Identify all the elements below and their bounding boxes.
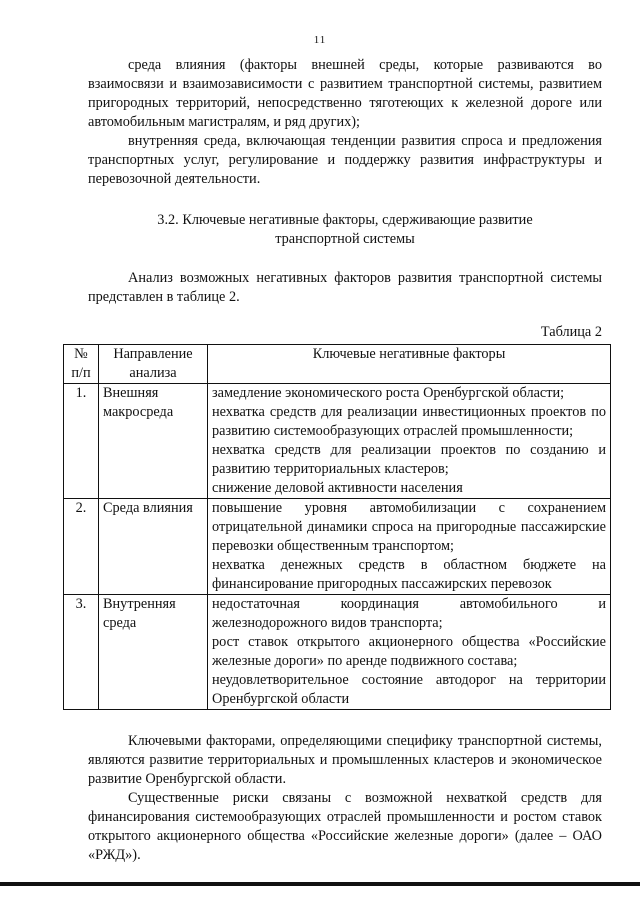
factor-item: недостаточная координация автомобильного и железнодорожного видов транспорта;: [212, 596, 606, 631]
row-factors: [208, 499, 611, 595]
document-body: [71, 56, 606, 865]
table-row: [64, 595, 611, 710]
row-direction: Внутренняя среда: [99, 595, 208, 710]
page-number: 11: [313, 34, 327, 46]
intro-paragraph: среда влияния (факторы внешней среды, которые развиваются во взаимосвязи и взаимозависимости с развитием транспортной системы, развитием пригородных территорий, непосредственно тяготеющих к железной дороге или автомобильным магистралям, и ряд других);: [88, 57, 602, 130]
intro-paragraph: внутренняя среда, включающая тенденции развития спроса и предложения транспортных услуг, регулирование и поддержку развития инфраструктуры и перевозочной деятельности.: [88, 133, 602, 187]
row-num: 2.: [64, 499, 99, 595]
closing-paragraph: Существенные риски связаны с возможной нехваткой средств для финансирования системообразующих отраслей промышленности и ростом ставок открытого акционерного общества «Российские железные дороги» (далее – ОАО «РЖД»).: [88, 790, 602, 863]
row-factors: [208, 595, 611, 710]
header-direction: Направление анализа: [99, 345, 208, 384]
table-header-row: [64, 345, 611, 384]
bottom-rule: [0, 882, 640, 886]
section-title-line: транспортной системы: [275, 231, 415, 247]
section-title-line: 3.2. Ключевые негативные факторы, сдерживающие развитие: [157, 212, 533, 228]
table-caption: Таблица 2: [540, 324, 602, 340]
factor-item: снижение деловой активности населения: [212, 480, 463, 496]
header-num: № п/п: [64, 345, 99, 384]
header-factors: Ключевые негативные факторы: [208, 345, 611, 384]
row-direction: Среда влияния: [99, 499, 208, 595]
closing-paragraph: Ключевыми факторами, определяющими специфику транспортной системы, являются развитие территориальных и промышленных кластеров и экономическое развитие Оренбургской области.: [88, 733, 602, 787]
row-num: 1.: [64, 384, 99, 499]
row-num: 3.: [64, 595, 99, 710]
factor-item: нехватка денежных средств в областном бюджете на финансирование пригородных пассажирских перевозок: [212, 557, 606, 592]
section-lead-paragraph: Анализ возможных негативных факторов развития транспортной системы представлен в таблице 2.: [88, 270, 602, 305]
table-row: [64, 499, 611, 595]
factor-item: нехватка средств для реализации проектов по созданию и развитию территориальных кластеров;: [212, 442, 606, 477]
section-title: [88, 211, 602, 249]
table-row: [64, 384, 611, 499]
row-direction: Внешняя макросреда: [99, 384, 208, 499]
row-factors: [208, 384, 611, 499]
factor-item: повышение уровня автомобилизации с сохранением отрицательной динамики спроса на пригородные пассажирские перевозки общественным транспортом;: [212, 500, 606, 554]
factor-item: неудовлетворительное состояние автодорог на территории Оренбургской области: [212, 672, 606, 707]
factor-item: нехватка средств для реализации инвестиционных проектов по развитию системообразующих отраслей промышленности;: [212, 404, 606, 439]
factor-item: замедление экономического роста Оренбургской области;: [212, 385, 565, 401]
factor-item: рост ставок открытого акционерного общества «Российские железные дороги» по аренде подвижного состава;: [212, 634, 606, 669]
negative-factors-table: [63, 344, 611, 710]
